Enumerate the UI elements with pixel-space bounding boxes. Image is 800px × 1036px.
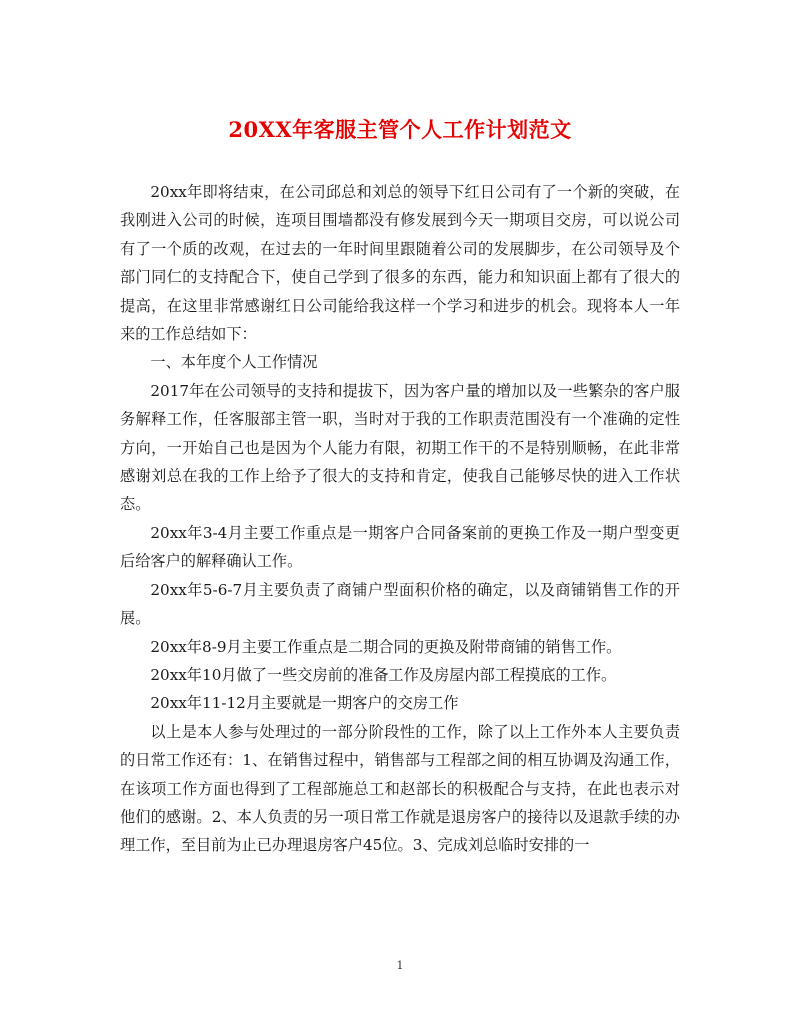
paragraph-may-jul: 20xx年5-6-7月主要负责了商铺户型面积价格的确定，以及商铺销售工作的开展。 bbox=[120, 580, 680, 628]
paragraph-aug-sep: 20xx年8-9月主要工作重点是二期合同的更换及附带商铺的销售工作。 bbox=[150, 637, 622, 656]
page-number: 1 bbox=[396, 959, 404, 972]
paragraph-mar-apr: 20xx年3-4月主要工作重点是一期客户合同备案前的更换工作及一期户型变更后给客户的解释确认工作。 bbox=[120, 523, 680, 571]
paragraph-daily-work: 以上是本人参与处理过的一部分阶段性的工作，除了以上工作外本人主要负责的日常工作还有：1、在销售过程中，销售部与工程部之间的相互协调及沟通工作，在该项工作方面也得到了工程部施总工和赵部长的积极配合与支持，在此也表示对他们的感谢。2、本人负责的另一项日常工作就是退房客户的接待以及退款手续的办理工作，至目前为止已办理退房客户45位。3、完成刘总临时安排的一 bbox=[120, 722, 680, 855]
paragraph-2017: 2017年在公司领导的支持和提拔下，因为客户量的增加以及一些繁杂的客户服务解释工作，任客服部主管一职，当时对于我的工作职责范围没有一个准确的定性方向，一开始自己也是因为个人能力有限，初期工作干的不是特别顺畅，在此非常感谢刘总在我的工作上给予了很大的支持和肯定，使我自己能够尽快的进入工作状态。 bbox=[120, 381, 680, 514]
paragraph-oct: 20xx年10月做了一些交房前的准备工作及房屋内部工程摸底的工作。 bbox=[150, 665, 617, 684]
document-title: 20XX年客服主管个人工作计划范文 bbox=[228, 117, 572, 142]
document-body bbox=[120, 178, 680, 860]
paragraph-intro: 20xx年即将结束，在公司邱总和刘总的领导下红日公司有了一个新的突破，在我刚进入公司的时候，连项目围墙都没有修发展到今天一期项目交房，可以说公司有了一个质的改观，在过去的一年时间里跟随着公司的发展脚步，在公司领导及个部门同仁的支持配合下，使自己学到了很多的东西，能力和知识面上都有了很大的提高，在这里非常感谢红日公司能给我这样一个学习和进步的机会。现将本人一年来的工作总结如下： bbox=[120, 183, 680, 344]
section-heading: 一、本年度个人工作情况 bbox=[150, 353, 318, 372]
paragraph-nov-dec: 20xx年11-12月主要就是一期客户的交房工作 bbox=[150, 694, 459, 713]
